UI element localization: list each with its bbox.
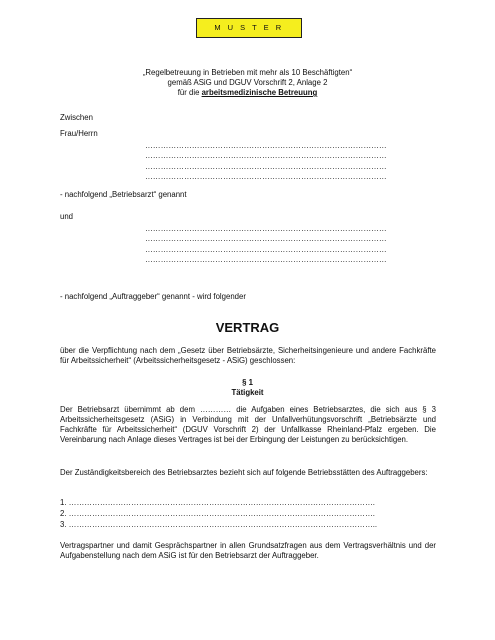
intro-paragraph: über die Verpflichtung nach dem „Gesetz über Betriebsärzte, Sicherheitsingenieure und andere Fachkräfte für Arbeitssicherheit“ (Arbeitssicherheitsgesetz - ASiG) geschlossen: xyxy=(60,346,436,365)
section-title: Tätigkeit xyxy=(231,388,264,397)
site-line-3: 3. ……………………………………………………………………………………………………….. xyxy=(60,520,378,529)
muster-stamp: M U S T E R xyxy=(196,18,302,38)
header-line-1: „Regelbetreuung in Betrieben mit mehr als 10 Beschäftigten“ xyxy=(142,68,353,77)
doctor-address-lines xyxy=(145,141,387,183)
paragraph-3: Vertragspartner und damit Gesprächspartner in allen Grundsatzfragen aus dem Vertragsverhältnis und der Aufgabenstellung nach dem ASiG ist für den Betriebsarzt der Auftraggeber. xyxy=(60,541,436,560)
dotted-line: ………………………………………………………………………………… xyxy=(145,172,387,182)
site-line-2: 2. ………………………………………………………………………………………………………. xyxy=(60,509,375,518)
designation-doctor: - nachfolgend „Betriebsarzt“ genannt xyxy=(60,190,187,199)
header-line-3 xyxy=(0,88,495,98)
dotted-line: ………………………………………………………………………………… xyxy=(145,244,387,254)
between-label: Zwischen xyxy=(60,113,93,122)
frau-herrn-label: Frau/Herrn xyxy=(60,129,98,138)
header-line-3-prefix: für die xyxy=(177,88,202,97)
contract-title: VERTRAG xyxy=(215,320,280,335)
dotted-line: ………………………………………………………………………………… xyxy=(145,141,387,150)
site-line-1: 1. ………………………………………………………………………………………………………. xyxy=(60,498,375,507)
header-line-2: gemäß ASiG und DGUV Vorschrift 2, Anlage 2 xyxy=(167,78,328,87)
paragraph-1: Der Betriebsarzt übernimmt ab dem ………… die Aufgaben eines Betriebsarztes, die sich aus § 3 Arbeitssicherheitsgesetz (ASiG) in Verbindung mit der Unfallverhütungsvorschrift „Betriebsärzte und Fachkräfte für Arbeitssicherheit“ (DGUV Vorschrift 2) der Unfallkasse Rheinland-Pfalz ergeben. Die Vereinbarung nach Anlage dieses Vertrages ist bei der Erbingung der Leistungen zu berücksichtigen. xyxy=(60,405,436,444)
dotted-line: ………………………………………………………………………………… xyxy=(145,151,387,161)
client-address-lines xyxy=(145,224,387,266)
dotted-line: ………………………………………………………………………………… xyxy=(145,224,387,233)
paragraph-2: Der Zuständigkeitsbereich des Betriebsarztes bezieht sich auf folgende Betriebsstätten des Auftraggebers: xyxy=(60,468,428,477)
section-number: § 1 xyxy=(242,378,253,387)
and-label: und xyxy=(60,212,74,221)
dotted-line: ………………………………………………………………………………… xyxy=(145,255,387,265)
dotted-line: ………………………………………………………………………………… xyxy=(145,234,387,244)
designation-client: - nachfolgend „Auftraggeber“ genannt - wird folgender xyxy=(60,292,246,301)
header-line-3-emphasis: arbeitsmedizinische Betreuung xyxy=(201,88,318,97)
dotted-line: ………………………………………………………………………………… xyxy=(145,161,387,171)
